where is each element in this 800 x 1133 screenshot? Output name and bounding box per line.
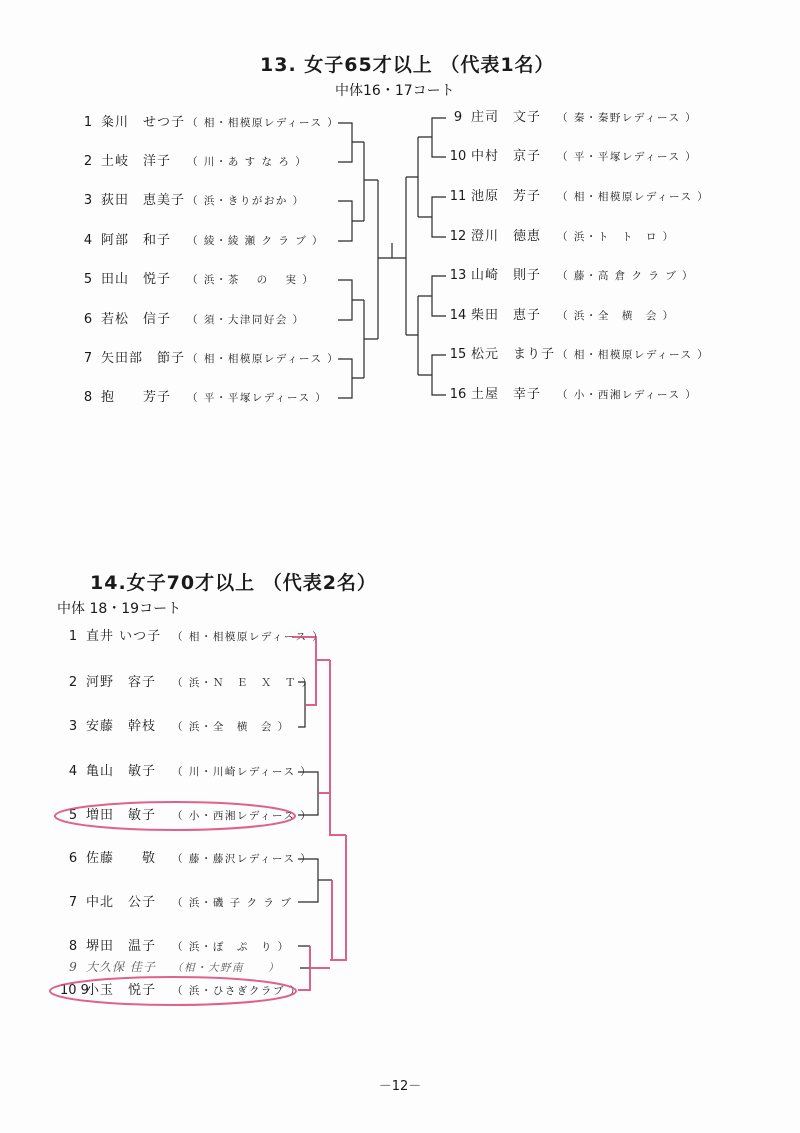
- bracket-line: [418, 118, 446, 157]
- bracket-13: [338, 118, 446, 398]
- club-name: （ 浜・ひさぎクラブ ）: [172, 985, 302, 997]
- player-name: 小玉 悦子: [86, 983, 157, 998]
- entry-number: 8: [83, 390, 93, 405]
- bracket-line: [418, 355, 446, 395]
- club-name: （ 浜・茶 の 実 ）: [187, 274, 315, 286]
- bracket-line: [338, 280, 364, 320]
- highlight-circle: [55, 802, 295, 830]
- club-name: （ 秦・秦野レディース ）: [557, 112, 698, 124]
- club-name: （ 平・平塚レディース ）: [557, 151, 698, 163]
- club-name: （ 浜・全 横 会 ）: [557, 310, 675, 322]
- bracket-line: [406, 296, 418, 375]
- player-name: 田山 悦子: [101, 272, 172, 287]
- entry-number: 6: [68, 851, 78, 866]
- club-name: （ 浜・Ｎ Ｅ Ｘ Ｔ ）: [172, 677, 314, 689]
- player-name: 大久保 佳子: [86, 960, 156, 974]
- section14-title: 14.女子70才以上 （代表2名）: [90, 572, 377, 594]
- club-name: （ 相・相模原レディース ）: [172, 631, 325, 643]
- section13-title: 13. 女子65才以上 （代表1名）: [260, 54, 555, 76]
- entry-number: 8: [68, 939, 78, 954]
- player-name: 若松 信子: [101, 312, 172, 327]
- entry-number: 3: [83, 193, 93, 208]
- entry-number: 12: [449, 229, 467, 244]
- player-name: 佐藤 敬: [86, 851, 157, 866]
- club-name: （ 綾・綾 瀬 ク ラ ブ ）: [187, 235, 325, 247]
- bracket-line: [338, 123, 364, 162]
- player-name: 直井 いつ子: [86, 629, 162, 644]
- entry-number: 4: [68, 764, 78, 779]
- bracket-line: [378, 180, 406, 339]
- section14-court: 中体 18・19コート: [57, 601, 182, 617]
- bracket-line: [418, 197, 446, 237]
- entry-number: 13: [449, 268, 467, 283]
- club-name: （ 須・大津同好会 ）: [187, 314, 305, 326]
- player-name: 土岐 洋子: [101, 154, 172, 169]
- bracket-line: [338, 359, 364, 398]
- bracket-line: [338, 201, 364, 241]
- bracket-line: [364, 300, 378, 378]
- entry-number: 14: [449, 308, 467, 323]
- player-name: 澄川 徳恵: [471, 229, 542, 244]
- player-name: 池原 芳子: [471, 189, 542, 204]
- player-name: 安藤 幹枝: [86, 719, 157, 734]
- player-name: 庄司 文子: [471, 110, 542, 125]
- player-name: 中村 京子: [471, 149, 542, 164]
- player-name: 矢田部 節子: [101, 351, 186, 366]
- entry-number: 4: [83, 233, 93, 248]
- player-name: 阿部 和子: [101, 233, 172, 248]
- entry-number: 9: [453, 110, 463, 125]
- club-name: （ 浜・磯 子 ク ラ ブ: [172, 897, 293, 909]
- player-name: 中北 公子: [86, 895, 157, 910]
- section13-court: 中体16・17コート: [335, 83, 455, 99]
- entry-number: 11: [449, 189, 467, 204]
- player-name: 土屋 幸子: [471, 387, 542, 402]
- marker-line: [330, 740, 346, 835]
- player-name: 亀山 敏子: [86, 764, 157, 779]
- entry-number: 5: [83, 272, 93, 287]
- entry-number: 16: [449, 387, 467, 402]
- bracket-line: [406, 137, 418, 217]
- bracket-line: [364, 142, 378, 221]
- entry-number: 1: [68, 629, 78, 644]
- club-name: （相・大野南 ）: [172, 962, 280, 974]
- club-name: （ 浜・きりがおか ）: [187, 195, 305, 207]
- club-name: （ 浜・ト ト ロ ）: [557, 231, 675, 243]
- page-number: －12－: [378, 1079, 422, 1094]
- club-name: （ 相・相模原レディース ）: [187, 353, 340, 365]
- entry-number: 1: [83, 115, 93, 130]
- entry-number: 3: [68, 719, 78, 734]
- player-name: 増田 敏子: [86, 808, 157, 823]
- club-name: （ 小・西湘レディース ）: [172, 810, 313, 822]
- club-name: （ 川・あ す な ろ ）: [187, 156, 308, 168]
- player-name: 粂川 せつ子: [101, 115, 186, 130]
- marker-line: [318, 660, 330, 793]
- bracket-line: [298, 859, 332, 902]
- entry-number: 6: [83, 312, 93, 327]
- entry-number: 10 9: [60, 983, 89, 998]
- player-name: 荻田 恵美子: [101, 193, 186, 208]
- entry-number: 5: [68, 808, 78, 823]
- entry-number: 9: [69, 960, 77, 974]
- club-name: （ 相・相模原レディース ）: [557, 191, 710, 203]
- player-name: 山崎 則子: [471, 268, 542, 283]
- club-name: （ 川・川崎レディース ）: [172, 766, 313, 778]
- player-name: 堺田 温子: [86, 939, 157, 954]
- club-name: （ 浜・ぽ ぷ り ）: [172, 941, 290, 953]
- player-name: 抱 芳子: [101, 390, 172, 405]
- bracket-14-marker: [50, 637, 346, 1005]
- club-name: （ 小・西湘レディース ）: [557, 389, 698, 401]
- entry-number: 7: [83, 351, 93, 366]
- entry-number: 10: [449, 149, 467, 164]
- club-name: （ 藤・高 倉 ク ラ ブ ）: [557, 270, 695, 282]
- entry-number: 15: [449, 347, 467, 362]
- entry-number: 7: [68, 895, 78, 910]
- player-name: 松元 まり子: [471, 347, 556, 362]
- player-name: 河野 容子: [86, 675, 157, 690]
- entry-number: 2: [83, 154, 93, 169]
- bracket-line: [298, 682, 305, 727]
- bracket-line: [418, 276, 446, 316]
- club-name: （ 相・相模原レディース ）: [557, 349, 710, 361]
- club-name: （ 藤・藤沢レディース ）: [172, 853, 313, 865]
- club-name: （ 浜・全 横 会 ）: [172, 721, 290, 733]
- entry-number: 2: [68, 675, 78, 690]
- bracket-line: [298, 946, 310, 968]
- bracket-14-black: [298, 682, 332, 968]
- marker-line: [292, 637, 330, 705]
- bracket-line: [298, 772, 318, 815]
- highlight-circle: [50, 977, 296, 1005]
- player-name: 柴田 恵子: [471, 308, 542, 323]
- club-name: （ 相・相模原レディース ）: [187, 117, 340, 129]
- club-name: （ 平・平塚レディース ）: [187, 392, 328, 404]
